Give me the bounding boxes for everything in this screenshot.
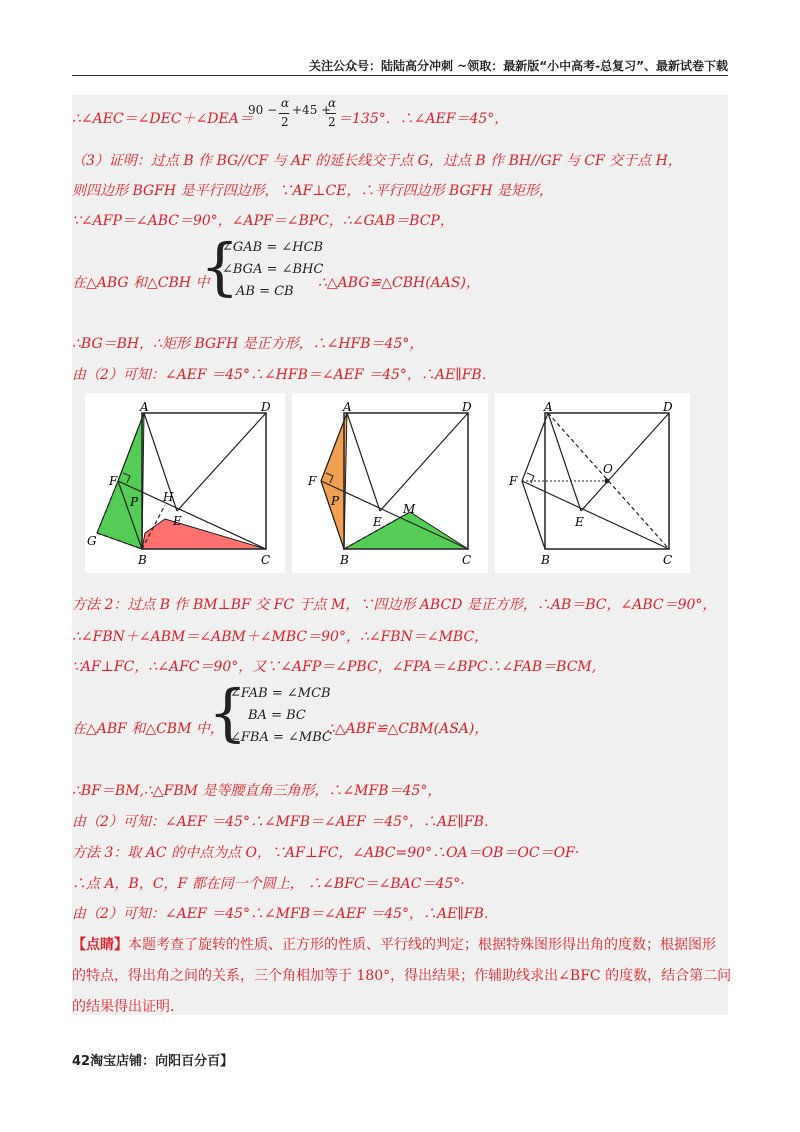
method2-line4: ∴BF＝BM,∴△FBM 是等腰直角三角形，∴∠MFB＝45°， [72, 783, 442, 799]
method2-line1: 方法 2：过点 B 作 BM⊥BF 交 FC 于点 M，∵四边形 ABCD 是正方形，∴AB＝BC，∠ABC＝90°， [72, 597, 717, 613]
sys2-brace: { [208, 676, 248, 749]
sys1-conclusion: ∴△ABG≌△CBH(AAS)， [318, 275, 480, 291]
figure-3 [495, 393, 690, 573]
note-line2: 的特点，得出角之间的关系，三个角相加等于 180°，得出结果；作辅助线求出∠BFC 的度数，结合第二问 [72, 968, 732, 984]
fig1-green-region [97, 413, 144, 549]
fig3-label-f: F [509, 474, 518, 488]
fig2-label-f: F [308, 474, 317, 488]
sys2-row1: ∠FAB = ∠MCB [230, 686, 331, 701]
proof3-line5: 由（2）可知：∠AEF ＝45°∴∠HFB＝∠AEF ＝45°，∴AE∥FB． [72, 367, 496, 383]
frac2-den: 2 [328, 115, 336, 129]
fig2-label-p: P [331, 494, 340, 508]
fig3-label-e: E [575, 515, 584, 529]
figure-1 [85, 393, 285, 573]
sys2-row3: ∠FBA = ∠MBC [230, 730, 332, 745]
fig2-label-c: C [462, 553, 472, 567]
note-tag: 【点睛】 [72, 937, 128, 953]
aec-plus45: +45 + [292, 103, 332, 117]
fig2-label-m: M [403, 502, 416, 516]
frac1-den: 2 [281, 115, 289, 129]
sys1-intro: 在△ABG 和△CBH 中 [72, 275, 210, 291]
sys1-row1: ∠GAB = ∠HCB [222, 240, 324, 255]
frac2-num: α [328, 96, 337, 110]
page-footer: 42淘宝店铺：向阳百分百】 [72, 1054, 234, 1069]
line-aec [72, 108, 253, 128]
fig2-green-region [344, 512, 468, 549]
method2-line2: ∴∠FBN＋∠ABM＝∠ABM＋∠MBC＝90°，∴∠FBN＝∠MBC， [72, 629, 489, 645]
fig2-orange-region [321, 413, 347, 549]
page-header: 关注公众号：陆陆高分冲刺 ~领取：最新版“小中高考-总复习”、最新试卷下载 [309, 59, 728, 73]
fig1-label-g: G [87, 534, 97, 548]
proof3-line2: 则四边形 BGFH 是平行四边形，∵AF⊥CE，∴平行四边形 BGFH 是矩形， [72, 183, 554, 199]
method2-line3: ∵AF⊥FC，∴∠AFC＝90°，又∵∠AFP＝∠PBC，∠FPA＝∠BPC∴∠FAB＝BCM, [72, 659, 597, 675]
fig3-label-o: O [603, 462, 613, 476]
fig1-label-a: A [140, 400, 149, 414]
fig1-label-e: E [173, 514, 182, 528]
fig1-label-b: B [138, 553, 147, 567]
fig2-label-d: D [462, 400, 472, 414]
fig3-label-c: C [663, 553, 673, 567]
aec-result: ＝135°．∴∠AEF＝45°， [338, 111, 509, 127]
note-line3: 的结果得出证明． [72, 999, 184, 1015]
note-text1: 本题考查了旋转的性质、正方形的性质、平行线的判定；根据特殊图形得出角的度数；根据图形 [128, 937, 716, 953]
sys2-conclusion: ∴△ABF≌△CBM(ASA)， [326, 721, 489, 737]
aec-prefix: ∴∠AEC＝∠DEC＋∠DEA＝ [72, 111, 253, 127]
figure-2-svg [292, 393, 488, 573]
sys2-intro: 在△ABF 和△CBM 中， [72, 721, 224, 737]
fig1-label-c: C [261, 553, 271, 567]
sys2-row2: BA = BC [248, 708, 306, 723]
fig1-red-region [142, 519, 266, 549]
fig1-label-d: D [261, 400, 271, 414]
method2-line5: 由（2）可知：∠AEF ＝45°∴∠MFB＝∠AEF ＝45°，∴AE∥FB． [72, 814, 498, 830]
sys1-brace: { [200, 230, 240, 303]
proof3-line1: （3）证明：过点 B 作 BG//CF 与 AF 的延长线交于点 G，过点 B 作 BH//GF 与 CF 交于点 H， [72, 153, 682, 169]
fig2-label-e: E [373, 515, 382, 529]
figure-1-svg [85, 393, 285, 573]
note-line1 [72, 934, 716, 954]
proof3-line3: ∵∠AFP＝∠ABC＝90°，∠APF＝∠BPC，∴∠GAB＝BCP， [72, 213, 454, 229]
method3-line2: ∴点 A，B，C，F 都在同一个圆上， ∴∠BFC＝∠BAC＝45°· [72, 876, 465, 892]
fig1-label-p: P [130, 495, 139, 509]
fig1-label-f: F [109, 474, 118, 488]
sys1-row2: ∠BGA = ∠BHC [222, 262, 324, 277]
frac1-num: α [281, 96, 290, 110]
fig3-label-d: D [663, 400, 673, 414]
method3-line1: 方法 3：取 AC 的中点为点 O，∵AF⊥FC，∠ABC=90°∴OA＝OB＝OC＝OF· [72, 845, 580, 861]
frac1-bar [279, 113, 289, 114]
fig3-label-b: B [541, 553, 550, 567]
fig3-label-a: A [544, 400, 553, 414]
figure-2 [292, 393, 488, 573]
method3-line3: 由（2）可知：∠AEF ＝45°∴∠MFB＝∠AEF ＝45°，∴AE∥FB． [72, 906, 498, 922]
fig1-label-h: H [163, 490, 174, 504]
fig3-point-o [605, 479, 610, 484]
sys1-row3: AB = CB [236, 284, 294, 299]
frac2-bar [326, 113, 336, 114]
proof3-line4: ∴BG＝BH，∴矩形 BGFH 是正方形，∴∠HFB＝45°， [72, 336, 424, 352]
fig2-label-a: A [343, 400, 352, 414]
figure-3-svg [495, 393, 690, 573]
aec-ninety: 90 − [248, 103, 278, 117]
header-divider [72, 75, 728, 76]
fig2-label-b: B [340, 553, 349, 567]
